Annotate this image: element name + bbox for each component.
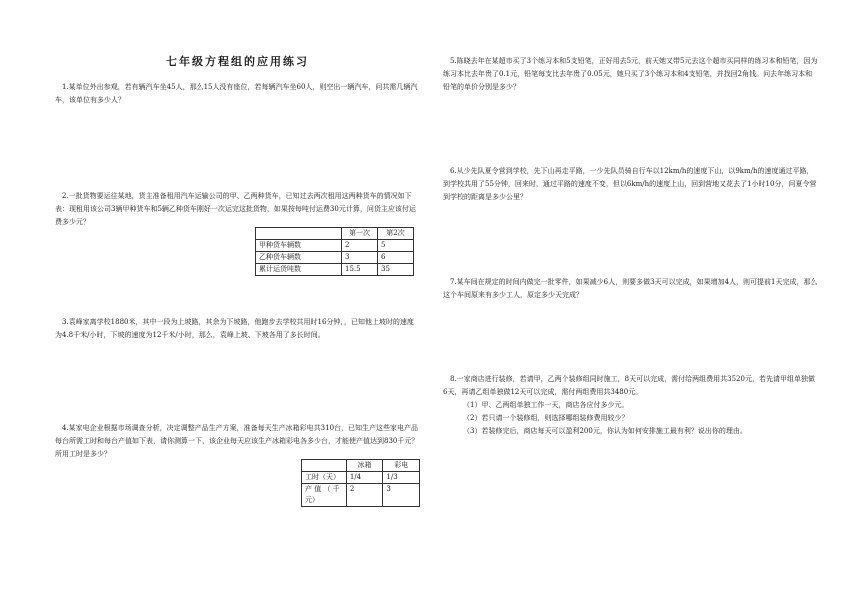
table-header-cell: 第2次 xyxy=(378,228,414,240)
table-cell: 2 xyxy=(342,240,378,252)
question-7: 7.某车间在规定的时间内做完一批零件，如果减少6人，则要多做3天可以完成，如果增加4人，则可提前1天完成，那么这个车间原来有多少工人，原定多少天完成？ xyxy=(443,278,818,299)
table-cell: 6 xyxy=(378,252,414,264)
table-row xyxy=(256,264,414,276)
question-8-part-3: （3）若装修完后，商店每天可以盈利200元，你认为如何安排施工最有利？说出你的理由。 xyxy=(463,427,747,435)
table-cell: 5 xyxy=(378,240,414,252)
question-6: 6.从少先队夏令营到学校，先下山再走平路，一少先队员骑自行车以12km/h的速度下山，以9km/h的速度通过平路，到学校共用了55分钟，回来时，通过平路的速度不变，但以6km/h的速度上山，回到营地又花去了1小时10分，问夏令营到学校的距离是多少公里？ xyxy=(443,167,817,201)
question-1: 1.某单位外出参观，若有辆汽车坐45人，那么15人没有座位，若每辆汽车坐60人，则空出一辆汽车，问共需几辆汽车，该单位有多少人？ xyxy=(55,83,418,104)
table-cell: 甲种货车辆数 xyxy=(256,240,342,252)
table-cell: 产 值 （ 千元） xyxy=(302,484,347,507)
question-3: 3.袁峰家离学校1880米，其中一段为上坡路，其余为下坡路，他跑步去学校共用时16分钟，，已知他上坡时的速度为4.8千米/小时，下坡的速度为12千米/小时，那么，袁峰上坡、下坡各用了多长时间。 xyxy=(55,318,414,339)
question-5: 5.陈晓去年在某超市买了3个练习本和5支铅笔，正好用去5元，前天她又带5元去这个超市买同样的练习本和铅笔，因为练习本比去年贵了0.1元，铅笔每支比去年贵了0.05元，她只买了3个练习本和4支铅笔，并找回2角钱。问去年练习本和铅笔的单价分别是多少？ xyxy=(443,57,818,91)
table-cell xyxy=(256,228,342,240)
table-cell: 2 xyxy=(346,484,383,507)
question-4: 4.某家电企业根据市场调查分析，决定调整产品生产方案，准备每天生产冰箱彩电共310台，已知生产这些家电产品每台所需工时和每台产值如下表，请你测算一下，该企业每天应该生产冰箱彩电各多少台，才能使产值达到830千元？所用工时是多少？ xyxy=(55,424,419,458)
table-row xyxy=(256,252,414,264)
appliance-table xyxy=(301,459,420,507)
table-cell: 1/4 xyxy=(346,472,383,484)
table-cell xyxy=(302,460,347,472)
question-8: 8.一家商店进行装修，若请甲，乙两个装修组同时施工，8天可以完成，需付给两组费用共3520元，若先请甲组单独做6天，再请乙组单独做12天可以完成，需付两组费用共3480元。 xyxy=(443,375,815,396)
table-header-cell: 彩电 xyxy=(383,460,420,472)
table-header-cell: 第一次 xyxy=(342,228,378,240)
table-cell: 15.5 xyxy=(342,264,378,276)
table-cell: 乙种货车辆数 xyxy=(256,252,342,264)
table-row xyxy=(302,484,420,507)
page-title: 七年级方程组的应用练习 xyxy=(166,55,309,68)
table-cell: 累计运货吨数 xyxy=(256,264,342,276)
question-2: 2.一批货物要运往某地，货主准备租用汽车运输公司的甲、乙两种货车，已知过去两次租用这两种货车的情况如下表：现租用该公司3辆甲种货车和5辆乙种货车刚好一次运完这批货物，如果按每吨付运费30元计算，问货主应该付运费多少元？ xyxy=(55,192,416,226)
table-row xyxy=(256,228,414,240)
table-cell: 1/3 xyxy=(383,472,420,484)
question-8-part-1: （1）甲、乙两组单独工作一天，商店各应付多少元。 xyxy=(463,401,629,409)
truck-table xyxy=(255,227,414,276)
table-cell: 工时（天） xyxy=(302,472,347,484)
table-row xyxy=(256,240,414,252)
table-cell: 35 xyxy=(378,264,414,276)
table-cell: 3 xyxy=(383,484,420,507)
table-row xyxy=(302,472,420,484)
table-header-cell: 冰箱 xyxy=(346,460,383,472)
question-8-part-2: （2）若只请一个装修组，则选择哪组装修费用较少？ xyxy=(463,414,629,422)
table-cell: 3 xyxy=(342,252,378,264)
table-row xyxy=(302,460,420,472)
